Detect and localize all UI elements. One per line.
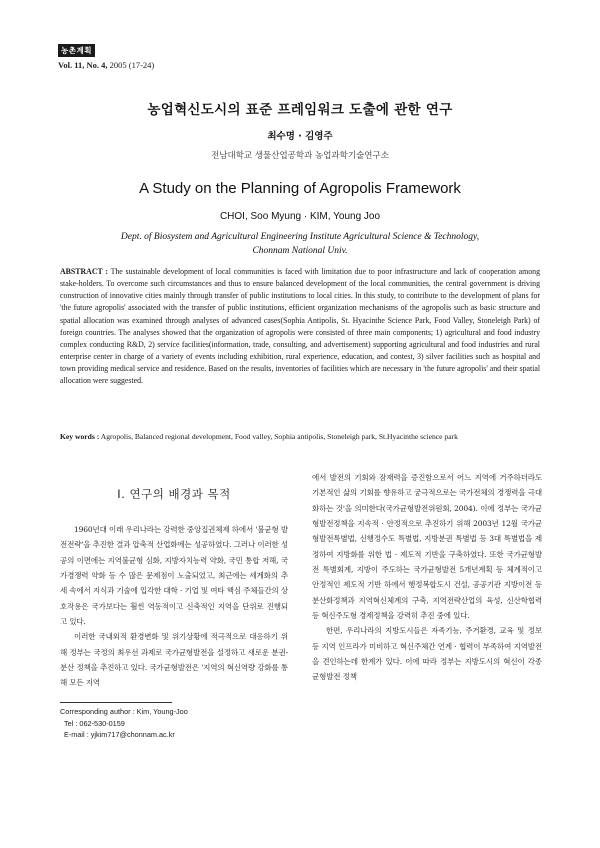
footnote: [60, 706, 188, 741]
volume-number: Vol. 11, No. 4,: [58, 60, 110, 70]
keywords-label: Key words :: [60, 432, 100, 441]
korean-title: 농업혁신도시의 표준 프레임워크 도출에 관한 연구: [147, 102, 453, 118]
keywords-text: Agropolis, Balanced regional development, Food valley, Sophia antipolis, Stoneleigh park, St.Hyacinthe science park: [100, 432, 458, 441]
english-affiliation-line2: Chonnam National Univ.: [252, 246, 348, 256]
korean-authors: 최수명 · 김영주: [267, 131, 333, 142]
body-paragraph: 1960년대 이래 우리나라는 강력한 중앙집권체제 하에서 '불균형 발전전략'을 추진한 결과 압축적 산업화에는 성공하였다. 그러나 이러한 성공의 이면에는 지역불균형 심화, 지방자치능력 약화, 국민 통합 저해, 국가경쟁력 약화 등 수 많은 문제점이 노출되었고, 최근에는 세계화의 추세 속에서 지식과 기술에 입각한 대학 · 기업 및 여타 핵심 주체들간의 상호작용은 국가보다는 훨씬 역동적이고 신축적인 지역을 단위로 진행되고 있다.: [60, 525, 288, 627]
keywords: [60, 431, 550, 442]
abstract-text: The sustainable development of local communities is faced with limitation due to poor infrastructure and lack of cooperation among stake-holders. To overcome such circumstances and thus to ensure balanced development of the local communities, the central government is driving construction of innovative cities mainly through transfer of public institutions to local cities. In this study, to contribute to the development of plans for 'the future agropolis' associated with the transfer of public institutions, efficient organization mechanisms of the agropolis such as basic structure and spatial allocation was examined through analyses of advanced cases(Sophia Antipolis, St. Hyacinthe Science Park, Food Valley, Stoneleigh Park) of foreign countries. The analyses showed that the organization of agropolis were consisted of three main components; 1) agricultural and food industry complex conducting R&D, 2) service facilities(information, trade, consulting, and advertisement) supporting agricultural and food industries and rural enterprise center in charge of a variety of events including exhibition, rural experience, education, and contest, 3) silver facilities such as hospital and town providing medical service and residence. Based on the results, inventories of facilities which are necessary in 'the future agropolis' and their spatial allocation were suggested.: [60, 267, 540, 386]
body-paragraph: 이러한 국내외적 환경변화 및 위기상황에 적극적으로 대응하기 위해 정부는 국정의 최우선 과제로 국가균형발전을 설정하고 새로운 분권-분산 정책을 추진하고 있다. 국가균형발전은 '지역의 혁신역량 강화를 통해 모든 지역: [60, 632, 288, 688]
body-right-column: [312, 470, 542, 685]
body-paragraph: 에서 발전의 기회와 잠재력을 증진함으로서 어느 지역에 거주하더라도 기본적인 삶의 기회를 향유하고 궁극적으로는 국가전체의 경쟁력을 극대화하는 것'을 의미한다(국가균형발전위원회, 2004). 이에 정부는 국가균형발전정책을 지속적 · 안정적으로 추진하기 위해 2003년 12월 국가균형발전특별법, 신행정수도 특별법, 지방분권 특별법 등 3대 특별법을 제정하여 지방화를 위한 법 · 제도적 기반을 구축하였다. 또한 국가균형발전 특별회계, 지방이 주도하는 국가균형발전 5개년계획 등 체계적이고 안정적인 제도적 기반 하에서 행정복합도시 건설, 공공기관 지방이전 등 분산화정책과 지역혁신체계의 구축, 지역전략산업의 육성, 신산학협력 등 혁신주도형 경제정책을 강력히 추진 중에 있다.: [312, 473, 542, 621]
abstract: [60, 266, 540, 388]
volume-year-pages: 2005 (17-24): [109, 60, 155, 70]
english-affiliation-line1: Dept. of Biosystem and Agricultural Engineering Institute Agricultural Science & Technology,: [120, 232, 480, 242]
volume-info: [58, 60, 154, 70]
journal-logo: 농촌계획: [58, 44, 95, 57]
korean-affiliation: 전남대학교 생물산업공학과 농업과학기술연구소: [211, 151, 389, 161]
english-authors: CHOI, Soo Myung · KIM, Young Joo: [219, 211, 381, 222]
footnote-divider: [60, 702, 172, 703]
abstract-label: ABSTRACT :: [60, 267, 108, 276]
body-paragraph: 한편, 우리나라의 지방도시들은 자족기능, 주거환경, 교육 및 정보 등 지역 인프라가 미비하고 혁신주체간 연계 · 협력이 부족하여 지역발전을 견인하는데 한계가 있다. 이에 따라 정부는 지방도시의 혁신이 각종 균형발전 정책: [312, 626, 542, 682]
english-title: A Study on the Planning of Agropolis Framework: [139, 180, 461, 197]
section-title: I. 연구의 배경과 목적: [117, 487, 231, 501]
body-left-column: [60, 470, 288, 691]
author-email: E-mail : yjkim717@chonnam.ac.kr: [64, 730, 175, 739]
english-affiliation: [0, 230, 600, 258]
corresponding-author: Corresponding author : Kim, Young-Joo: [60, 707, 188, 716]
author-tel: Tel : 062-530-0159: [64, 718, 125, 728]
